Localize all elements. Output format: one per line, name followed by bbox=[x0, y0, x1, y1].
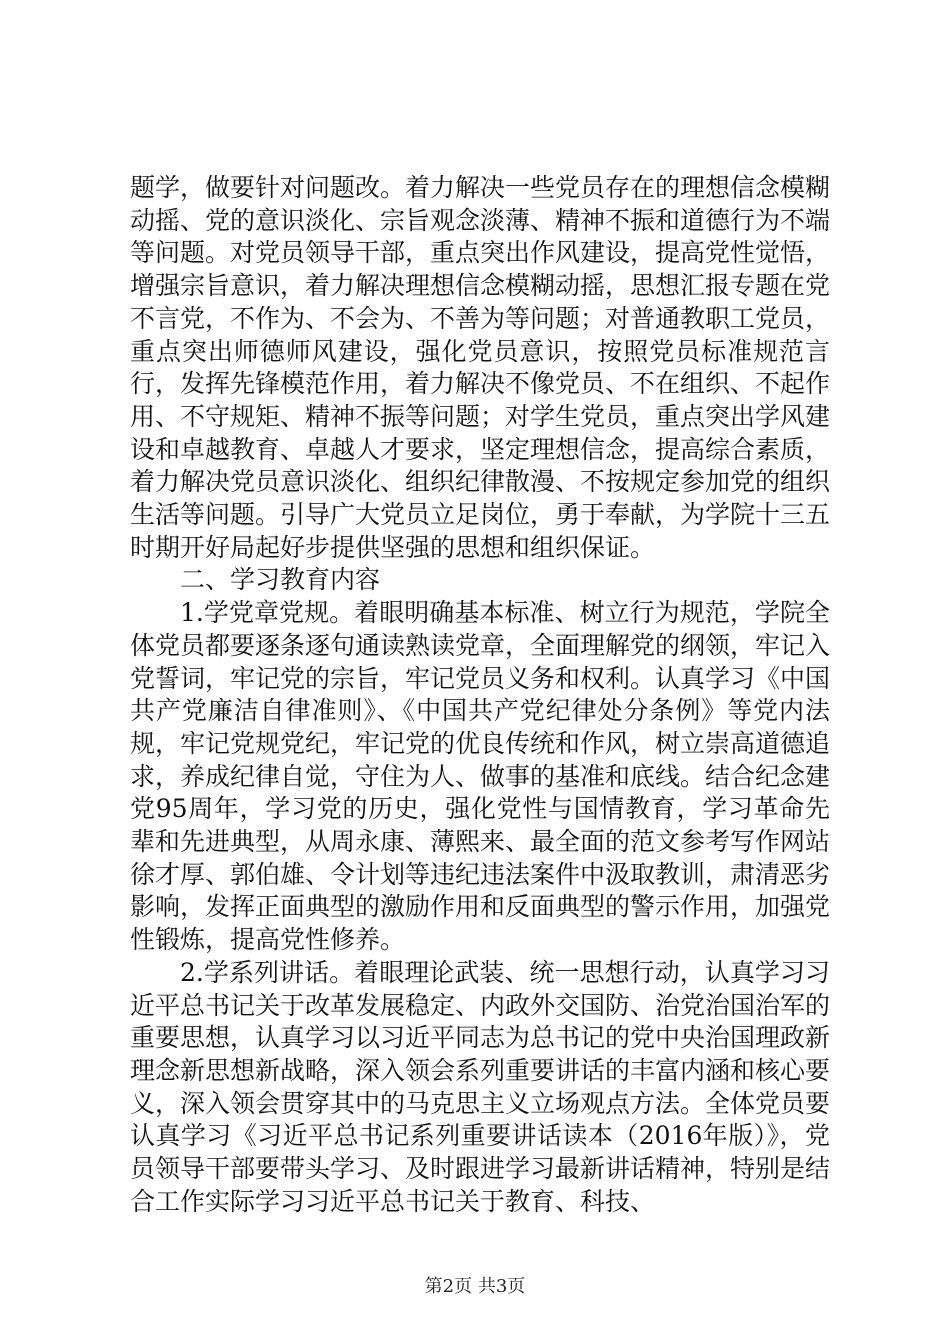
page-footer: 第2页 共3页 bbox=[424, 1276, 526, 1297]
section-heading-learning-content: 二、学习教育内容 bbox=[180, 565, 381, 595]
paragraph-party-rules: 1.学党章党规。着眼明确基本标准、树立行为规范，学院全体党员都要逐条逐句通读熟读党章，全面理解党的纲领，牢记入党誓词，牢记党的宗旨，牢记党员义务和权利。认真学习《中国共产党廉洁自律准则》、《中国共产党纪律处分条例》等党内法规，牢记党规党纪，牢记党的优良传统和作风，树立崇高道德追求，养成纪律自觉，守住为人、做事的基准和底线。结合纪念建党95周年，学习党的历史，强化党性与国情教育，学习革命先辈和先进典型，从周永康、薄熙来、最全面的范文参考写作网站徐才厚、郭伯雄、令计划等违纪违法案件中汲取教训，肃清恶劣影响，发挥正面典型的激励作用和反面典型的警示作用，加强党性锻炼，提高党性修养。 bbox=[130, 598, 831, 955]
document-body bbox=[130, 172, 830, 1219]
paragraph-continuation: 题学，做要针对问题改。着力解决一些党员存在的理想信念模糊动摇、党的意识淡化、宗旨观念淡薄、精神不振和道德行为不端等问题。对党员领导干部，重点突出作风建设，提高党性觉悟，增强宗旨意识，着力解决理想信念模糊动摇，思想汇报专题在党不言党，不作为、不会为、不善为等问题；对普通教职工党员，重点突出师德师风建设，强化党员意识，按照党员标准规范言行，发挥先锋模范作用，着力解决不像党员、不在组织、不起作用、不守规矩、精神不振等问题；对学生党员，重点突出学风建设和卓越教育、卓越人才要求，坚定理想信念，提高综合素质，着力解决党员意识淡化、组织纪律散漫、不按规定参加党的组织生活等问题。引导广大党员立足岗位，勇于奉献，为学院十三五时期开好局起好步提供坚强的思想和组织保证。 bbox=[130, 173, 831, 562]
paragraph-series-speeches: 2.学系列讲话。着眼理论武装、统一思想行动，认真学习习近平总书记关于改革发展稳定、内政外交国防、治党治国治军的重要思想，认真学习以习近平同志为总书记的党中央治国理政新理念新思想新战略，深入领会系列重要讲话的丰富内涵和核心要义，深入领会贯穿其中的马克思主义立场观点方法。全体党员要认真学习《习近平总书记系列重要讲话读本（2016年版）》，党员领导干部要带头学习、及时跟进学习最新讲话精神，特别是结合工作实际学习习近平总书记关于教育、科技、 bbox=[130, 957, 831, 1216]
